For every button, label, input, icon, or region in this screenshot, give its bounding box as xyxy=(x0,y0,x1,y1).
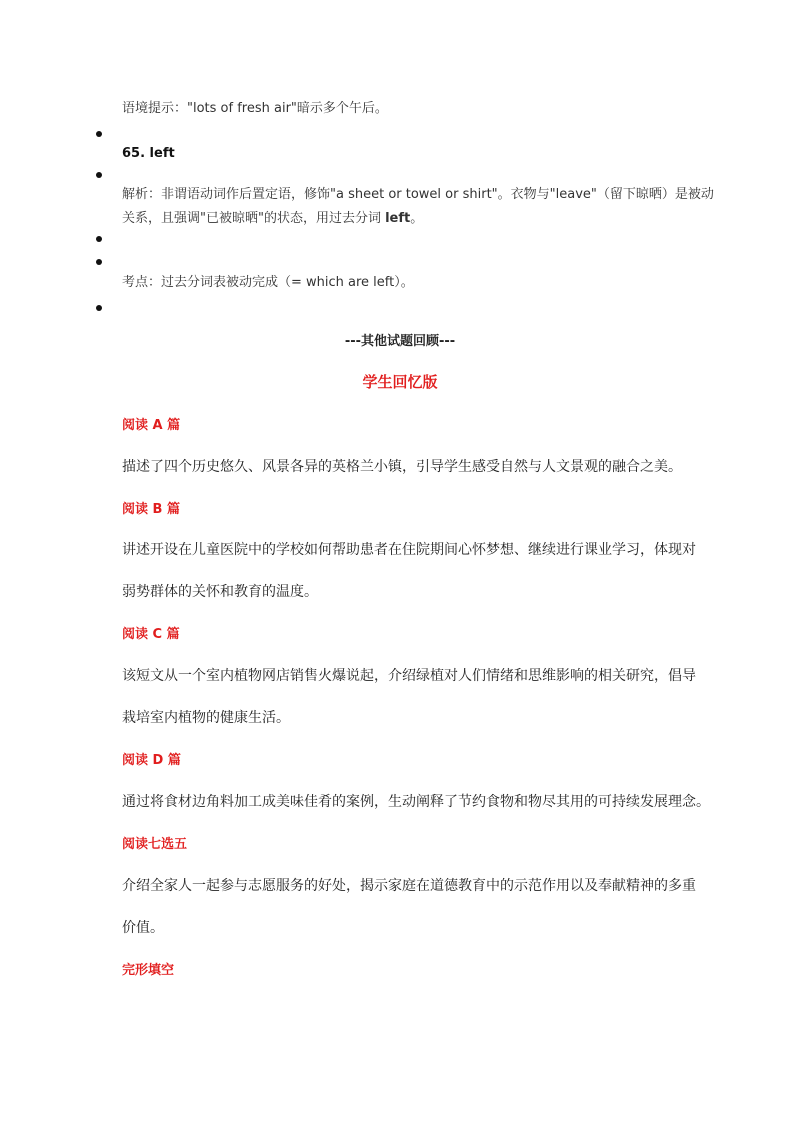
list-bullet xyxy=(96,172,102,178)
section-paragraph-line: 介绍全家人一起参与志愿服务的好处，揭示家庭在道德教育中的示范作用以及奉献精神的多重 xyxy=(122,878,696,894)
section-paragraph-line: 该短文从一个室内植物网店销售火爆说起，介绍绿植对人们情绪和思维影响的相关研究，倡导 xyxy=(122,668,696,684)
key-point: 考点：过去分词表被动完成（= which are left）。 xyxy=(122,275,414,290)
section-paragraph-line: 价值。 xyxy=(122,920,164,936)
section-paragraph-line: 讲述开设在儿童医院中的学校如何帮助患者在住院期间心怀梦想、继续进行课业学习，体现对 xyxy=(122,542,696,558)
version-title: 学生回忆版 xyxy=(362,373,438,391)
section-paragraph-line: 栽培室内植物的健康生活。 xyxy=(122,710,290,726)
list-bullet xyxy=(96,236,102,242)
section-paragraph-line: 通过将食材边角料加工成美味佳肴的案例，生动阐释了节约食物和物尽其用的可持续发展理念。 xyxy=(122,794,710,810)
section-heading-reading-d: 阅读 D 篇 xyxy=(122,753,181,768)
analysis-end: 。 xyxy=(410,211,424,226)
section-heading-seven-choose-five: 阅读七选五 xyxy=(122,837,188,852)
section-heading-reading-b: 阅读 B 篇 xyxy=(122,502,180,517)
section-heading-reading-c: 阅读 C 篇 xyxy=(122,627,180,642)
section-paragraph-line: 弱势群体的关怀和教育的温度。 xyxy=(122,584,318,600)
section-divider: ---其他试题回顾--- xyxy=(344,334,456,349)
context-hint: 语境提示："lots of fresh air"暗示多个午后。 xyxy=(122,101,388,116)
analysis-text: 关系，且强调"已被晾晒"的状态，用过去分词 xyxy=(122,211,386,226)
section-heading-reading-a: 阅读 A 篇 xyxy=(122,418,181,433)
list-bullet xyxy=(96,259,102,265)
section-paragraph-line: 描述了四个历史悠久、风景各异的英格兰小镇，引导学生感受自然与人文景观的融合之美。 xyxy=(122,459,682,475)
question-65-title: 65. left xyxy=(122,146,175,161)
analysis-line-2 xyxy=(122,210,423,228)
list-bullet xyxy=(96,305,102,311)
section-heading-cloze: 完形填空 xyxy=(122,963,175,978)
analysis-line-1: 解析：非谓语动词作后置定语，修饰"a sheet or towel or shirt"。衣物与"leave"（留下晾晒）是被动 xyxy=(122,187,714,202)
list-bullet xyxy=(96,131,102,137)
answer-word: left xyxy=(385,211,411,226)
